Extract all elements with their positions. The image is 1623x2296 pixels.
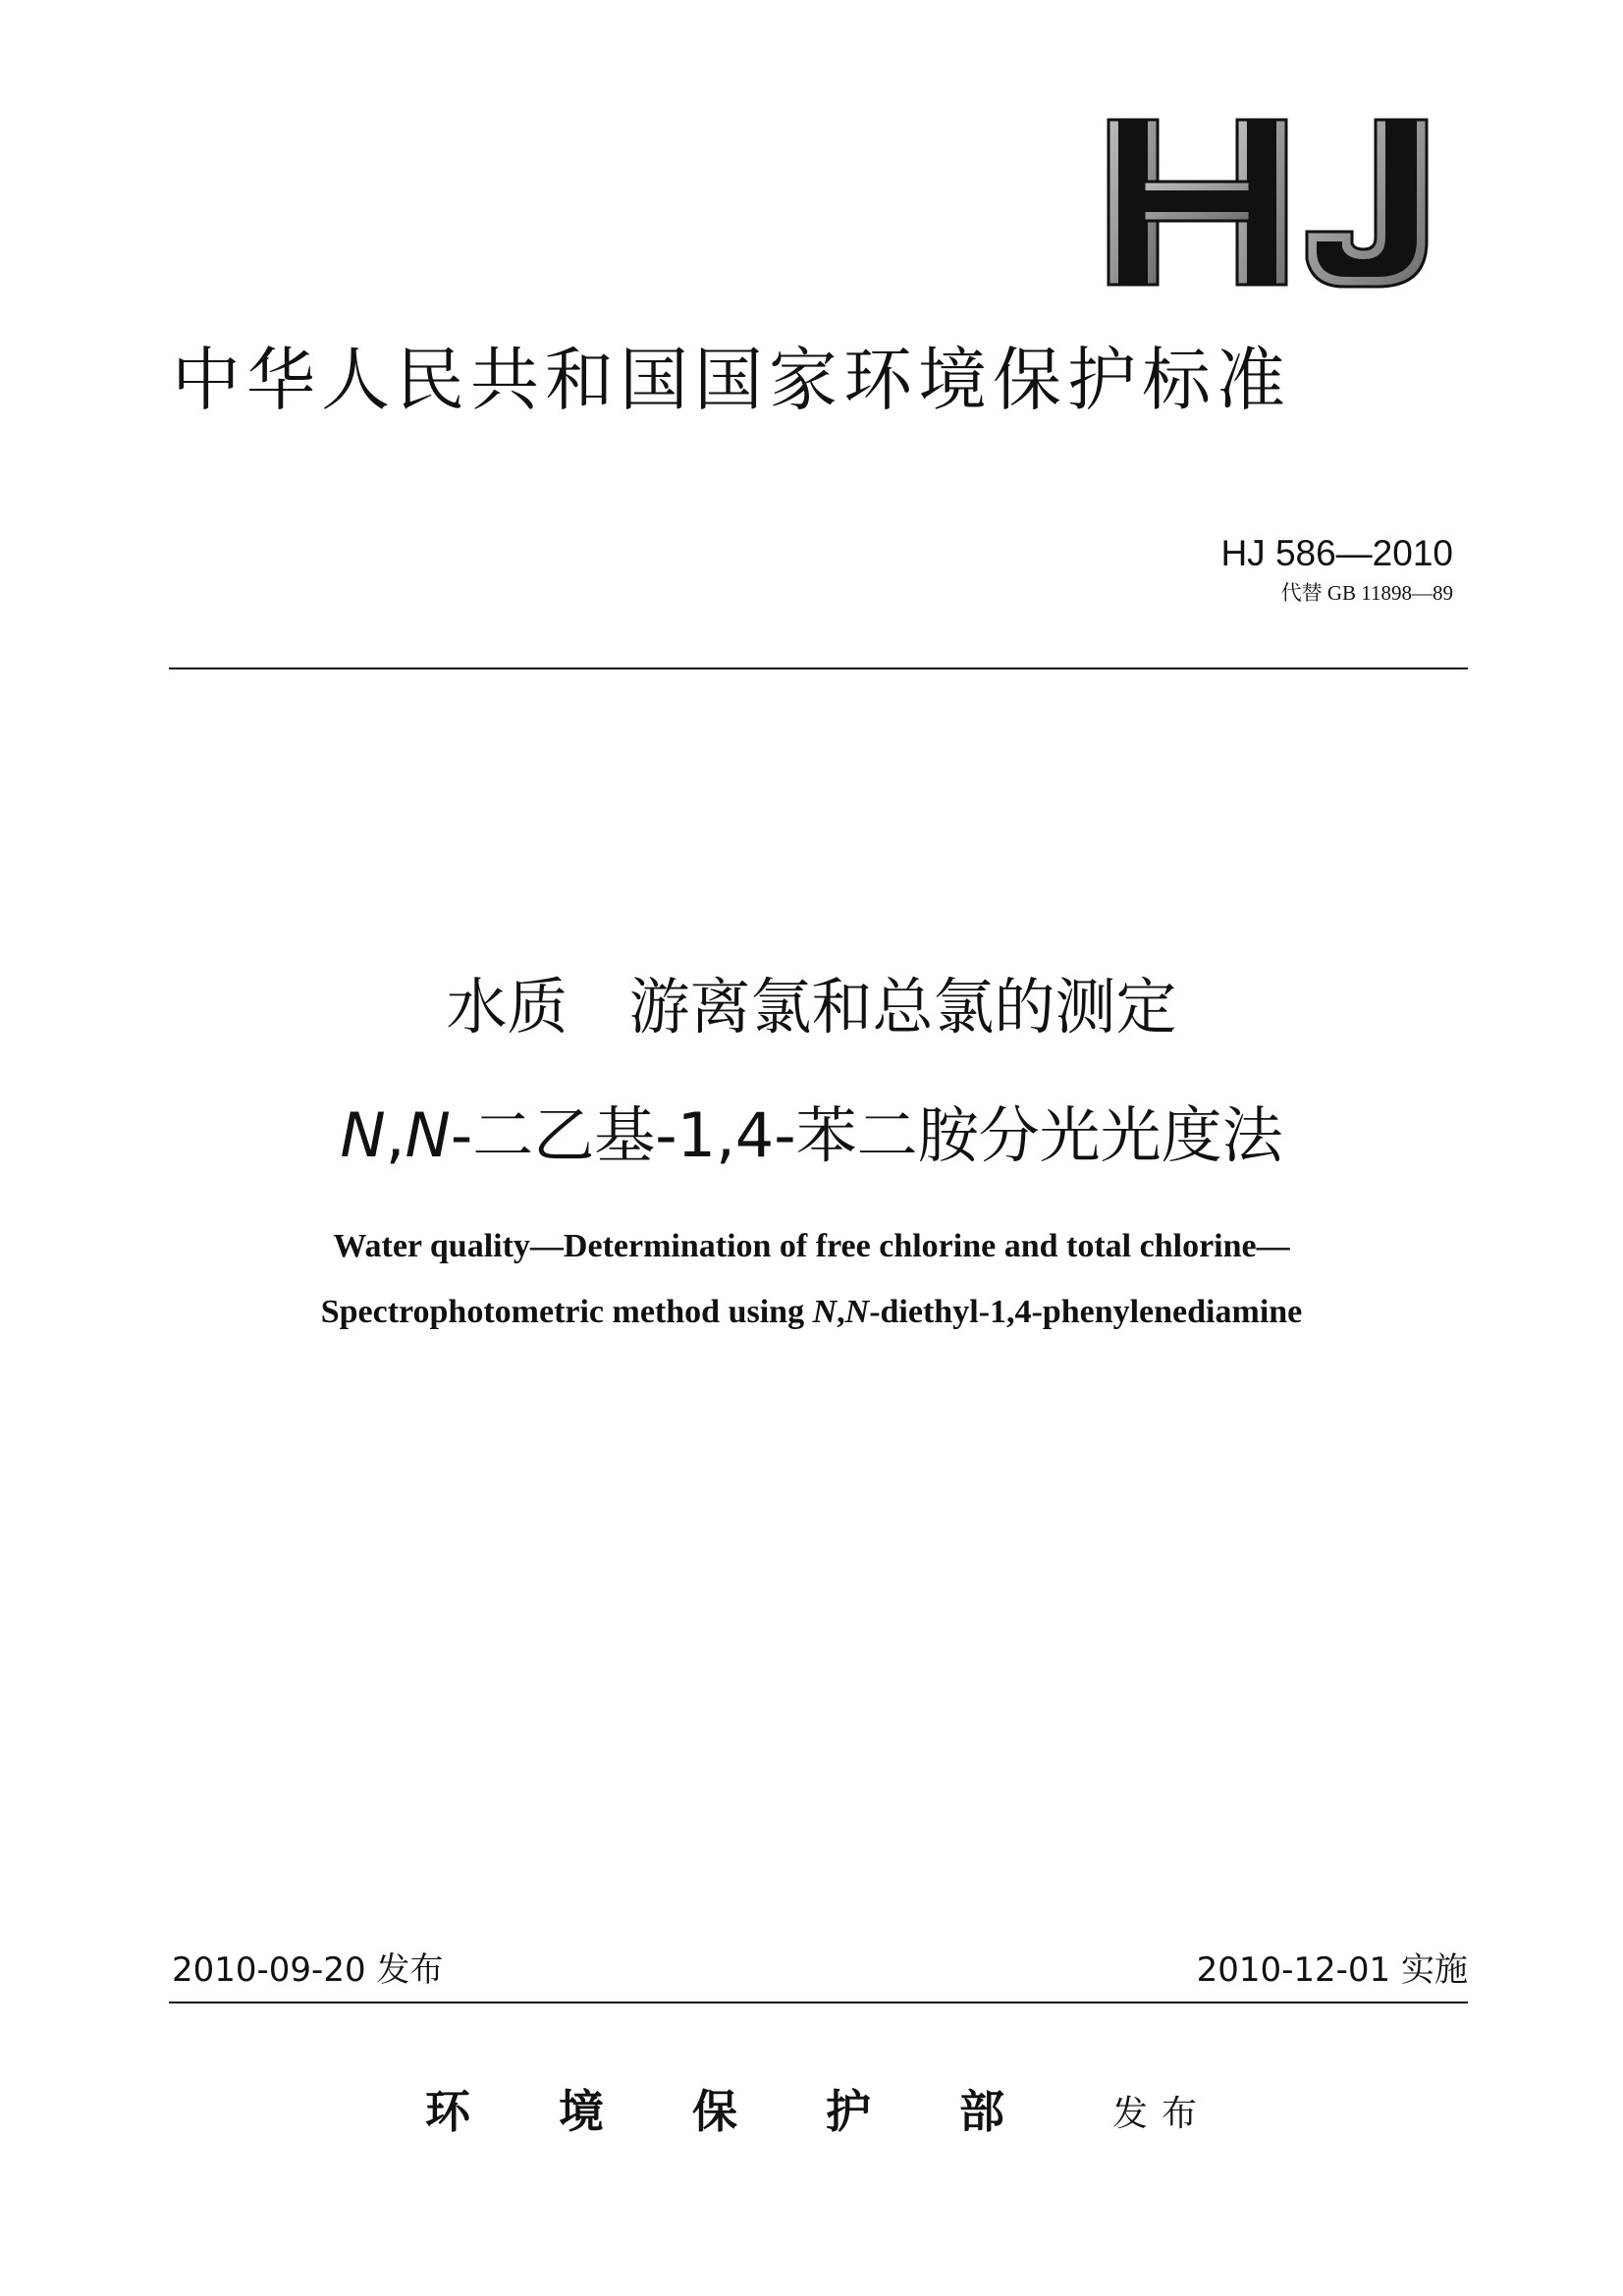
en-title-after: -diethyl-1,4-phenylenediamine bbox=[869, 1294, 1303, 1330]
publisher-name: 环境保护部 bbox=[425, 2085, 1093, 2138]
en-title-italic-n2: N bbox=[844, 1294, 870, 1330]
en-title-line-1: Water quality—Determination of free chlorine and total chlorine— bbox=[333, 1228, 1290, 1264]
logo-letter-j bbox=[1307, 120, 1427, 287]
standard-category-title: 中华人民共和国国家环境保护标准 bbox=[172, 340, 1291, 420]
logo-letter-h bbox=[1109, 120, 1286, 285]
implementation-date: 2010-12-01 实施 bbox=[1196, 1950, 1468, 1990]
en-title-before: Spectrophotometric method using bbox=[320, 1294, 813, 1330]
issue-date: 2010-09-20 发布 bbox=[172, 1950, 444, 1990]
cn-title-italic-n1: N bbox=[340, 1099, 386, 1171]
cn-title-line-1: 水质 游离氯和总氯的测定 bbox=[446, 971, 1177, 1042]
en-title-italic-n1: N bbox=[812, 1294, 838, 1330]
bottom-divider bbox=[169, 2002, 1468, 2003]
en-title-comma: , bbox=[837, 1294, 845, 1330]
cn-title-italic-n2: N bbox=[405, 1099, 451, 1171]
standard-code: HJ 586—2010 bbox=[1220, 533, 1453, 573]
cn-title-comma: , bbox=[385, 1099, 406, 1171]
cn-title-rest: -二乙基-1,4-苯二胺分光光度法 bbox=[450, 1099, 1283, 1171]
publisher-suffix: 发布 bbox=[1112, 2094, 1212, 2134]
hj-logo bbox=[1105, 116, 1434, 293]
cn-title-line-2 bbox=[0, 1099, 1623, 1171]
top-divider bbox=[169, 667, 1468, 669]
en-title-line-2 bbox=[0, 1296, 1623, 1329]
replaced-standard-code: 代替 GB 11898—89 bbox=[1280, 581, 1453, 605]
